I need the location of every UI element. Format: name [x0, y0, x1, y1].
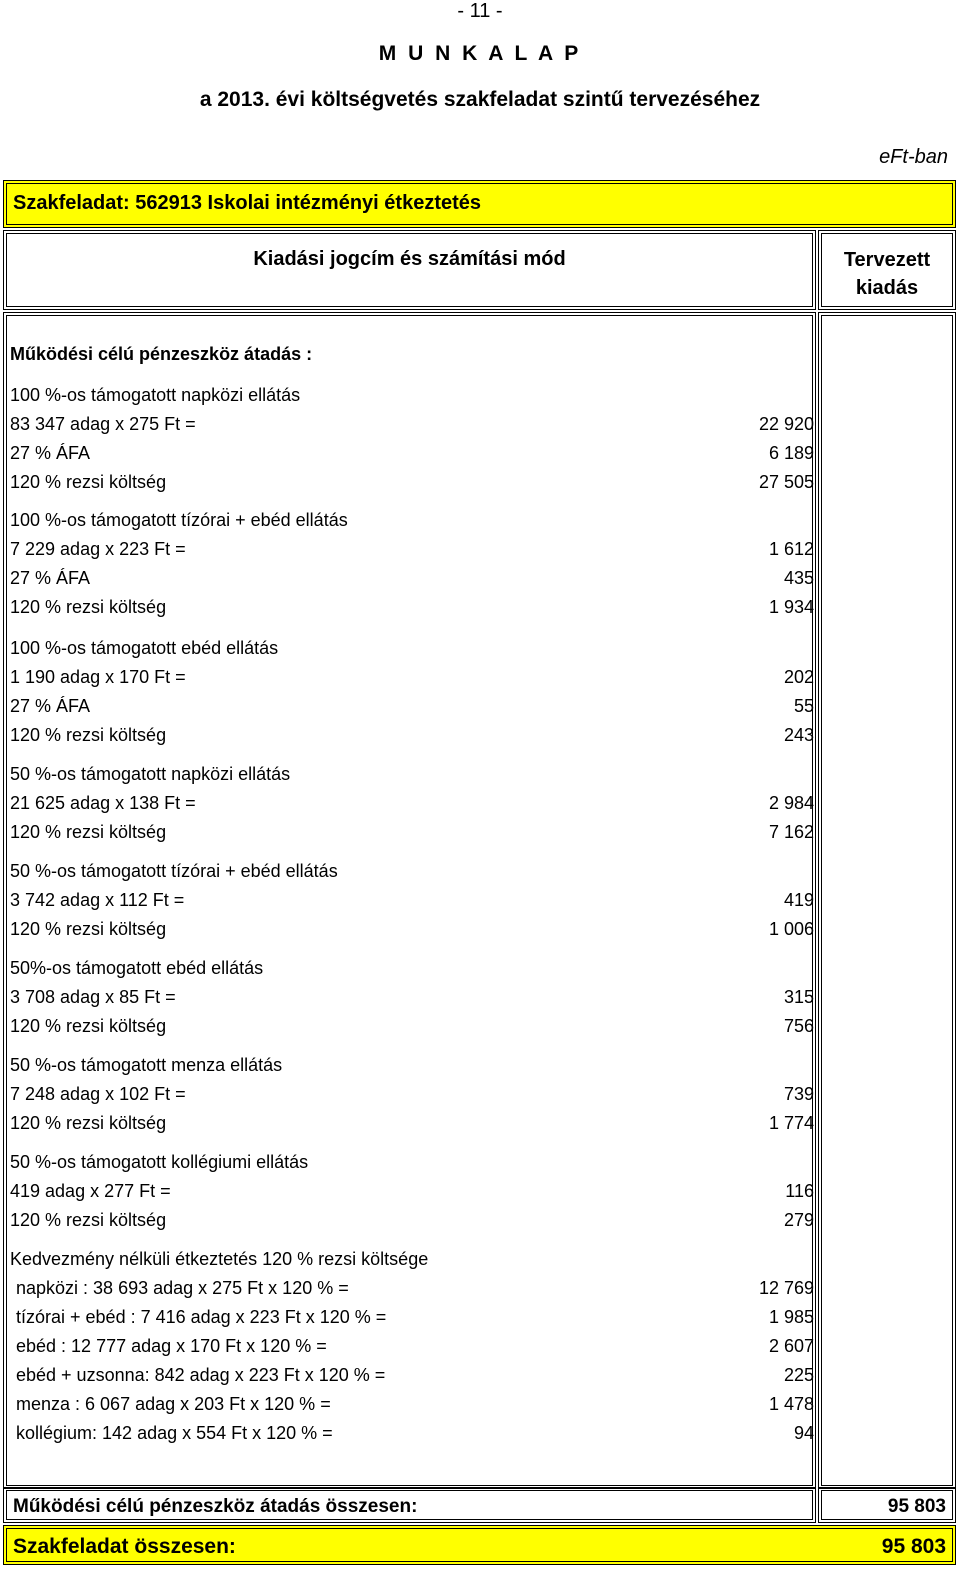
row-value: 202 [783, 667, 814, 687]
row-label: 50 %-os támogatott napközi ellátás [10, 764, 291, 784]
row-value: 315 [783, 987, 814, 1007]
row-label: 83 347 adag x 275 Ft = [10, 414, 196, 434]
row-value: 1 985 [768, 1307, 814, 1327]
header-right-line1: Tervezett [843, 249, 931, 271]
row-value: 1 006 [768, 919, 814, 939]
body-right-column [818, 312, 956, 1489]
row-label: 120 % rezsi költség [10, 725, 167, 745]
row-label: 120 % rezsi költség [10, 597, 167, 617]
row-label: 50 %-os támogatott kollégiumi ellátás [10, 1152, 309, 1172]
row-value: 94 [793, 1423, 814, 1443]
row-value: 12 769 [758, 1278, 814, 1298]
sum-label: Működési célú pénzeszköz átadás összesen: [13, 1496, 418, 1517]
row-label: menza : 6 067 adag x 203 Ft x 120 % = [16, 1394, 331, 1414]
total-label: Szakfeladat összesen: [13, 1535, 236, 1558]
row-value: 279 [783, 1210, 814, 1230]
total-value: 95 803 [881, 1535, 946, 1558]
row-label: 50 %-os támogatott menza ellátás [10, 1055, 283, 1075]
row-label: 120 % rezsi költség [10, 472, 167, 492]
row-label: 120 % rezsi költség [10, 919, 167, 939]
row-value: 7 162 [768, 822, 814, 842]
row-label: 120 % rezsi költség [10, 1016, 167, 1036]
row-label: 27 % ÁFA [10, 568, 91, 588]
total-box [3, 1525, 956, 1565]
row-value: 55 [793, 696, 814, 716]
row-label: 100 %-os támogatott tízórai + ebéd ellátás [10, 510, 348, 530]
row-value: 243 [783, 725, 814, 745]
sum-left-cell [3, 1487, 816, 1523]
row-value: 116 [785, 1181, 814, 1201]
header-left-cell [3, 230, 816, 310]
row-value: 2 607 [768, 1336, 814, 1356]
row-label: 419 adag x 277 Ft = [10, 1181, 171, 1201]
row-label: ebéd + uzsonna: 842 adag x 223 Ft x 120 % = [16, 1365, 386, 1385]
row-label: 27 % ÁFA [10, 443, 91, 463]
row-value: 1 774 [768, 1113, 814, 1133]
row-label: 21 625 adag x 138 Ft = [10, 793, 196, 813]
section-title: Működési célú pénzeszköz átadás : [10, 344, 313, 364]
header-left-label: Kiadási jogcím és számítási mód [253, 248, 566, 270]
row-value: 1 934 [768, 597, 814, 617]
row-label: 7 229 adag x 223 Ft = [10, 539, 186, 559]
row-label: tízórai + ebéd : 7 416 adag x 223 Ft x 120 % = [16, 1307, 387, 1327]
row-label: 120 % rezsi költség [10, 1210, 167, 1230]
row-label: 3 708 adag x 85 Ft = [10, 987, 176, 1007]
row-value: 1 612 [768, 539, 814, 559]
row-label: napközi : 38 693 adag x 275 Ft x 120 % = [16, 1278, 349, 1298]
row-value: 2 984 [768, 793, 814, 813]
page-subtitle: a 2013. évi költségvetés szakfeladat szintű tervezéséhez [199, 88, 761, 111]
row-label: 120 % rezsi költség [10, 822, 167, 842]
row-label: 120 % rezsi költség [10, 1113, 167, 1133]
sum-value: 95 803 [887, 1496, 946, 1517]
szakfeladat-box [3, 180, 956, 228]
header-right-label [822, 246, 952, 302]
row-label: 27 % ÁFA [10, 696, 91, 716]
row-value: 435 [783, 568, 814, 588]
page-title: M U N K A L A P [378, 42, 582, 65]
row-label: 100 %-os támogatott napközi ellátás [10, 385, 301, 405]
header-right-cell [818, 230, 956, 310]
row-value: 22 920 [758, 414, 814, 434]
row-value: 6 189 [768, 443, 814, 463]
row-value: 756 [783, 1016, 814, 1036]
row-value: 739 [783, 1084, 814, 1104]
row-label: 7 248 adag x 102 Ft = [10, 1084, 186, 1104]
row-value: 1 478 [768, 1394, 814, 1414]
page-number: - 11 - [457, 0, 503, 22]
sum-right-cell [818, 1487, 956, 1523]
row-label: 1 190 adag x 170 Ft = [10, 667, 186, 687]
row-label: 100 %-os támogatott ebéd ellátás [10, 638, 279, 658]
row-label: 50 %-os támogatott tízórai + ebéd ellátás [10, 861, 338, 881]
header-right-line2: kiadás [855, 277, 919, 299]
row-label: ebéd : 12 777 adag x 170 Ft x 120 % = [16, 1336, 327, 1356]
row-label: Kedvezmény nélküli étkeztetés 120 % rezsi költsége [10, 1249, 429, 1269]
row-value: 225 [783, 1365, 814, 1385]
row-label: kollégium: 142 adag x 554 Ft x 120 % = [16, 1423, 333, 1443]
unit-label: eFt-ban [879, 146, 948, 168]
row-value: 419 [783, 890, 814, 910]
row-label: 50%-os támogatott ebéd ellátás [10, 958, 264, 978]
row-label: 3 742 adag x 112 Ft = [10, 890, 185, 910]
row-value: 27 505 [758, 472, 814, 492]
szakfeladat-title: Szakfeladat: 562913 Iskolai intézményi étkeztetés [13, 192, 482, 214]
